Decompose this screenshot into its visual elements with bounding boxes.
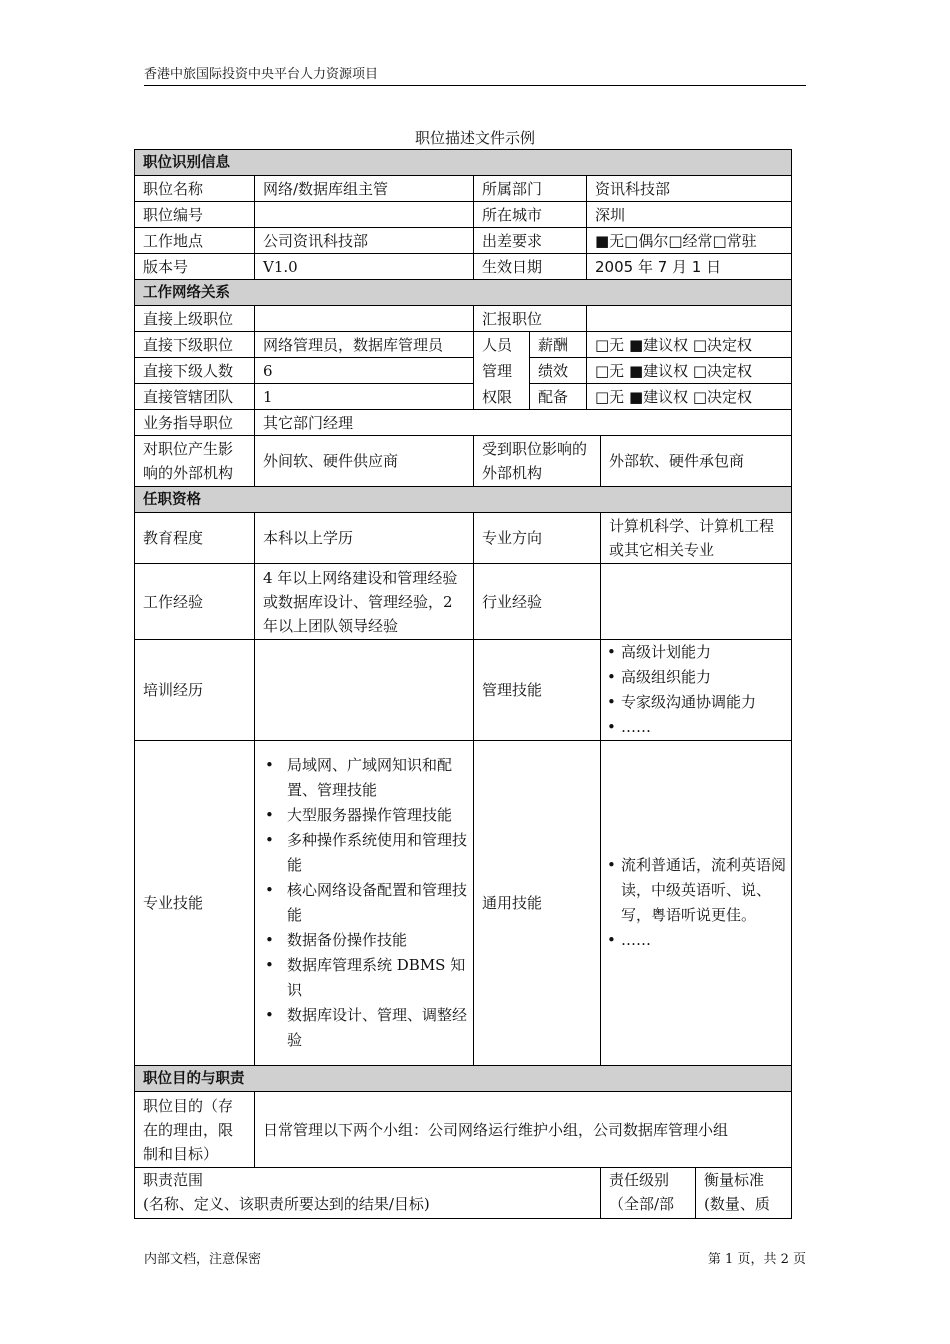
page-header: 香港中旅国际投资中央平台人力资源项目 — [144, 63, 806, 86]
value-affecting-orgs: 外间软、硬件供应商 — [255, 436, 474, 487]
value-work-location: 公司资讯科技部 — [255, 228, 474, 254]
value-salary: □无 ■建议权 □决定权 — [587, 332, 792, 358]
document-title: 职位描述文件示例 — [414, 129, 535, 147]
label-report-position: 汇报职位 — [474, 306, 587, 332]
measure-description: (数量、质 — [704, 1195, 770, 1213]
value-version: V1.0 — [255, 254, 474, 280]
list-item: • 大型服务器操作管理技能 — [259, 803, 469, 828]
label-city: 所在城市 — [474, 202, 587, 228]
value-major: 计算机科学、计算机工程或其它相关专业 — [601, 513, 792, 564]
value-report-position — [587, 306, 792, 332]
list-item: • 数据库管理系统 DBMS 知识 — [259, 953, 469, 1003]
label-affecting-orgs: 对职位产生影响的外部机构 — [135, 436, 255, 487]
section-purpose: 职位目的与职责 — [135, 1066, 792, 1092]
value-management-skills — [601, 640, 792, 741]
label-work-location: 工作地点 — [135, 228, 255, 254]
label-business-guide: 业务指导职位 — [135, 410, 255, 436]
authority-line-2: 管理 — [482, 362, 513, 380]
label-training: 培训经历 — [135, 640, 255, 741]
label-team: 直接管辖团队 — [135, 384, 255, 410]
label-responsibility-level — [601, 1168, 696, 1219]
level-title: 责任级别 — [609, 1171, 670, 1189]
label-major: 专业方向 — [474, 513, 601, 564]
value-staffing: □无 ■建议权 □决定权 — [587, 384, 792, 410]
label-direct-superior: 直接上级职位 — [135, 306, 255, 332]
label-salary: 薪酬 — [530, 332, 587, 358]
list-item: • …… — [605, 715, 787, 740]
value-position-purpose: 日常管理以下两个小组：公司网络运行维护小组，公司数据库管理小组 — [255, 1092, 792, 1168]
value-affected-orgs: 外部软、硬件承包商 — [601, 436, 792, 487]
list-item: • 流利普通话，流利英语阅读，中级英语听、说、写，粤语听说更佳。 — [605, 853, 787, 928]
value-performance: □无 ■建议权 □决定权 — [587, 358, 792, 384]
value-subordinate-count: 6 — [255, 358, 474, 384]
value-business-guide: 其它部门经理 — [255, 410, 792, 436]
value-position-code — [255, 202, 474, 228]
label-education: 教育程度 — [135, 513, 255, 564]
label-travel: 出差要求 — [474, 228, 587, 254]
list-item: • …… — [605, 928, 787, 953]
label-responsibility-scope — [135, 1168, 601, 1219]
label-position-name: 职位名称 — [135, 176, 255, 202]
label-management-skills: 管理技能 — [474, 640, 601, 741]
value-general-skills — [601, 741, 792, 1066]
list-item: • 核心网络设备配置和管理技能 — [259, 878, 469, 928]
value-work-experience: 4 年以上网络建设和管理经验或数据库设计、管理经验，2 年以上团队领导经验 — [255, 564, 474, 640]
label-professional-skills: 专业技能 — [135, 741, 255, 1066]
section-qualification: 任职资格 — [135, 487, 792, 513]
value-education: 本科以上学历 — [255, 513, 474, 564]
value-city: 深圳 — [587, 202, 792, 228]
list-item: • 多种操作系统使用和管理技能 — [259, 828, 469, 878]
value-department: 资讯科技部 — [587, 176, 792, 202]
scope-title: 职责范围 — [143, 1171, 204, 1189]
label-direct-subordinate: 直接下级职位 — [135, 332, 255, 358]
label-position-code: 职位编号 — [135, 202, 255, 228]
value-industry-experience — [601, 564, 792, 640]
list-item: • 高级组织能力 — [605, 665, 787, 690]
label-version: 版本号 — [135, 254, 255, 280]
value-effective-date: 2005 年 7 月 1 日 — [587, 254, 792, 280]
authority-line-3: 权限 — [482, 388, 513, 406]
list-item: • 高级计划能力 — [605, 640, 787, 665]
label-measurement-standard — [696, 1168, 792, 1219]
section-network: 工作网络关系 — [135, 280, 792, 306]
value-direct-subordinate: 网络管理员，数据库管理员 — [255, 332, 474, 358]
authority-line-1: 人员 — [482, 336, 513, 354]
label-general-skills: 通用技能 — [474, 741, 601, 1066]
value-training — [255, 640, 474, 741]
scope-description: (名称、定义、该职责所要达到的结果/目标) — [143, 1195, 430, 1213]
value-position-name: 网络/数据库组主管 — [255, 176, 474, 202]
list-item: • 数据备份操作技能 — [259, 928, 469, 953]
label-staffing: 配备 — [530, 384, 587, 410]
section-identity: 职位识别信息 — [135, 150, 792, 176]
label-affected-orgs: 受到职位影响的外部机构 — [474, 436, 601, 487]
label-work-experience: 工作经验 — [135, 564, 255, 640]
job-description-table — [134, 149, 792, 1219]
footer-page-number: 第 1 页，共 2 页 — [707, 1252, 806, 1267]
label-authority — [474, 332, 530, 410]
label-position-purpose: 职位目的（存在的理由，限制和目标） — [135, 1092, 255, 1168]
value-professional-skills — [255, 741, 474, 1066]
label-performance: 绩效 — [530, 358, 587, 384]
label-effective-date: 生效日期 — [474, 254, 587, 280]
label-subordinate-count: 直接下级人数 — [135, 358, 255, 384]
list-item: • 局域网、广域网知识和配置、管理技能 — [259, 753, 469, 803]
list-item: • 数据库设计、管理、调整经验 — [259, 1003, 469, 1053]
value-travel: ■无□偶尔□经常□常驻 — [587, 228, 792, 254]
measure-title: 衡量标准 — [704, 1171, 765, 1189]
value-team: 1 — [255, 384, 474, 410]
list-item: • 专家级沟通协调能力 — [605, 690, 787, 715]
label-industry-experience: 行业经验 — [474, 564, 601, 640]
label-department: 所属部门 — [474, 176, 587, 202]
value-direct-superior — [255, 306, 474, 332]
level-description: （全部/部 — [609, 1195, 675, 1213]
footer-confidential: 内部文档，注意保密 — [144, 1252, 262, 1267]
